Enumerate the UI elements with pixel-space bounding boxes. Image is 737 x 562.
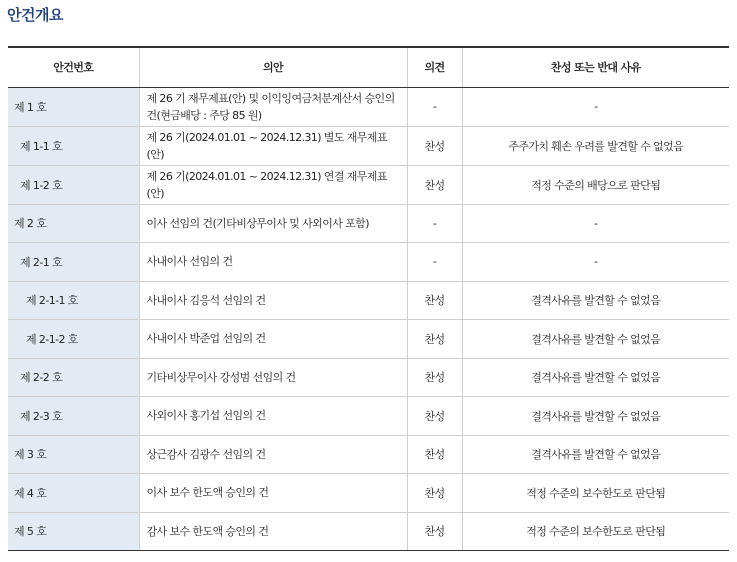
agenda-item-cell: 제 26 기(2024.01.01 ~ 2024.12.31) 연결 재무제표(안) xyxy=(139,165,407,204)
agenda-item-cell: 이사 보수 한도액 승인의 건 xyxy=(139,474,407,513)
reason-cell: - xyxy=(462,204,729,243)
agenda-number-cell: 제 2-1-2 호 xyxy=(8,320,139,359)
agenda-number-cell: 제 5 호 xyxy=(8,512,139,551)
table-row xyxy=(8,435,729,474)
opinion-cell: 찬성 xyxy=(407,126,462,165)
opinion-cell: - xyxy=(407,243,462,282)
reason-cell: - xyxy=(462,243,729,282)
reason-cell: - xyxy=(462,87,729,126)
header-reason: 찬성 또는 반대 사유 xyxy=(462,47,729,87)
opinion-cell: 찬성 xyxy=(407,320,462,359)
reason-cell: 적정 수준의 보수한도로 판단됨 xyxy=(462,512,729,551)
opinion-cell: - xyxy=(407,204,462,243)
table-row xyxy=(8,474,729,513)
opinion-cell: 찬성 xyxy=(407,474,462,513)
opinion-cell: 찬성 xyxy=(407,165,462,204)
table-header-row xyxy=(8,47,729,87)
agenda-number-cell: 제 3 호 xyxy=(8,435,139,474)
agenda-table-body xyxy=(8,87,729,551)
page-title: 안건개요 xyxy=(7,6,63,24)
opinion-cell: 찬성 xyxy=(407,397,462,436)
agenda-number-cell: 제 1 호 xyxy=(8,87,139,126)
agenda-number-cell: 제 2-3 호 xyxy=(8,397,139,436)
table-row xyxy=(8,397,729,436)
table-row xyxy=(8,512,729,551)
header-agenda-item: 의안 xyxy=(139,47,407,87)
reason-cell: 결격사유를 발견할 수 없었음 xyxy=(462,435,729,474)
agenda-item-cell: 제 26 기(2024.01.01 ~ 2024.12.31) 별도 재무제표(안) xyxy=(139,126,407,165)
agenda-item-cell: 기타비상무이사 강성범 선임의 건 xyxy=(139,358,407,397)
agenda-number-cell: 제 1-2 호 xyxy=(8,165,139,204)
agenda-item-cell: 제 26 기 재무제표(안) 및 이익잉여금처분계산서 승인의 건(현금배당 : 주당 85 원) xyxy=(139,87,407,126)
reason-cell: 결격사유를 발견할 수 없었음 xyxy=(462,397,729,436)
table-row xyxy=(8,204,729,243)
header-agenda-number: 안건번호 xyxy=(8,47,139,87)
reason-cell: 적정 수준의 배당으로 판단됨 xyxy=(462,165,729,204)
agenda-item-cell: 사내이사 선임의 건 xyxy=(139,243,407,282)
agenda-item-cell: 사외이사 홍기섭 선임의 건 xyxy=(139,397,407,436)
table-row xyxy=(8,320,729,359)
header-opinion: 의견 xyxy=(407,47,462,87)
agenda-item-cell: 이사 선임의 건(기타비상무이사 및 사외이사 포함) xyxy=(139,204,407,243)
agenda-number-cell: 제 2-2 호 xyxy=(8,358,139,397)
opinion-cell: - xyxy=(407,87,462,126)
table-row xyxy=(8,126,729,165)
agenda-number-cell: 제 2-1 호 xyxy=(8,243,139,282)
table-row xyxy=(8,358,729,397)
reason-cell: 적정 수준의 보수한도로 판단됨 xyxy=(462,474,729,513)
agenda-number-cell: 제 2-1-1 호 xyxy=(8,281,139,320)
agenda-item-cell: 감사 보수 한도액 승인의 건 xyxy=(139,512,407,551)
opinion-cell: 찬성 xyxy=(407,281,462,320)
opinion-cell: 찬성 xyxy=(407,435,462,474)
opinion-cell: 찬성 xyxy=(407,358,462,397)
table-row xyxy=(8,243,729,282)
reason-cell: 결격사유를 발견할 수 없었음 xyxy=(462,358,729,397)
agenda-item-cell: 상근감사 김광수 선임의 건 xyxy=(139,435,407,474)
reason-cell: 결격사유를 발견할 수 없었음 xyxy=(462,320,729,359)
agenda-item-cell: 사내이사 박준업 선임의 건 xyxy=(139,320,407,359)
agenda-number-cell: 제 2 호 xyxy=(8,204,139,243)
table-row xyxy=(8,281,729,320)
table-row xyxy=(8,165,729,204)
reason-cell: 결격사유를 발견할 수 없었음 xyxy=(462,281,729,320)
table-row xyxy=(8,87,729,126)
opinion-cell: 찬성 xyxy=(407,512,462,551)
agenda-number-cell: 제 4 호 xyxy=(8,474,139,513)
reason-cell: 주주가치 훼손 우려를 발견할 수 없었음 xyxy=(462,126,729,165)
agenda-number-cell: 제 1-1 호 xyxy=(8,126,139,165)
agenda-item-cell: 사내이사 김응석 선임의 건 xyxy=(139,281,407,320)
agenda-table xyxy=(8,46,729,551)
